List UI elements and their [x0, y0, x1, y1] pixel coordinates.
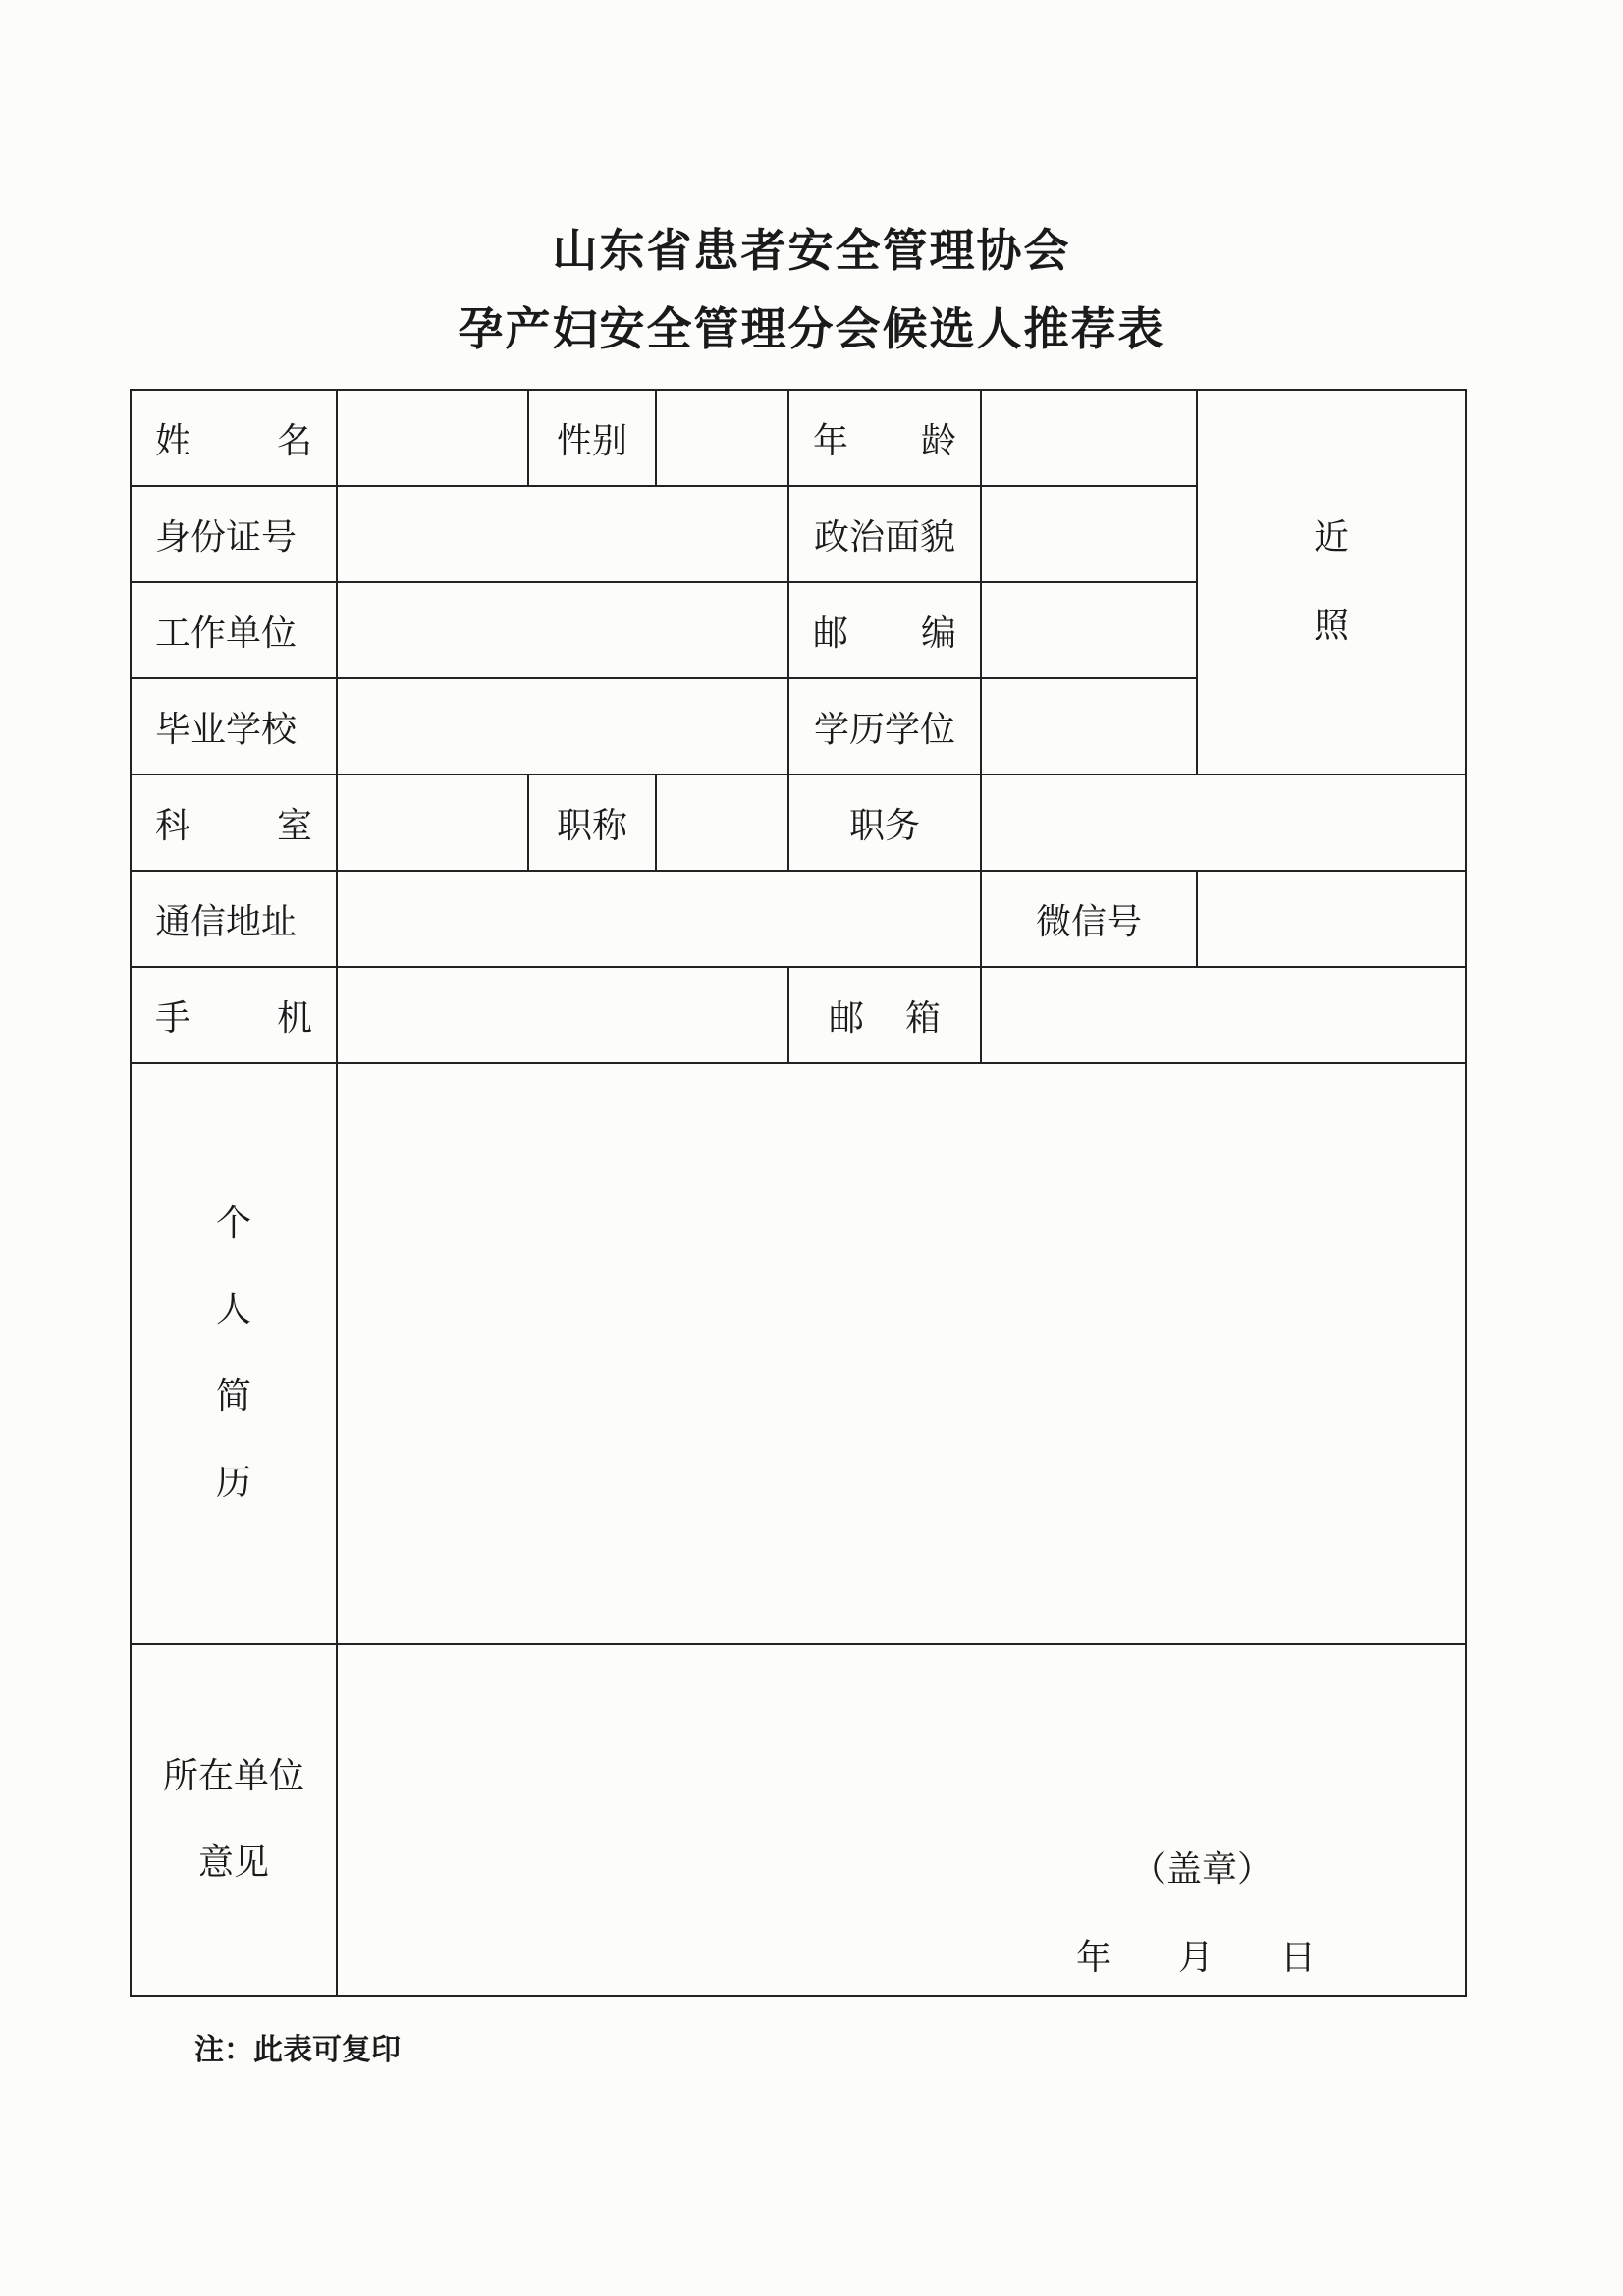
- age-field[interactable]: [981, 390, 1197, 486]
- wechat-label: 微信号: [981, 871, 1197, 967]
- department-field[interactable]: [337, 774, 528, 871]
- date-line: [1076, 1930, 1316, 1980]
- id-number-label: 身份证号: [131, 486, 337, 582]
- photo-label-2: 照: [1313, 606, 1349, 646]
- unit-opinion-label: 所在单位 意见: [131, 1644, 337, 1996]
- political-status-field[interactable]: [981, 486, 1197, 582]
- resume-field[interactable]: [337, 1063, 1466, 1644]
- title-block: [0, 211, 1623, 368]
- postcode-label: 邮 编: [788, 582, 981, 678]
- email-field[interactable]: [981, 967, 1466, 1063]
- recommendation-form-table: [130, 389, 1467, 1997]
- photo-box[interactable]: [1197, 390, 1466, 774]
- work-unit-label: 工作单位: [131, 582, 337, 678]
- date-day: 日: [1280, 1938, 1317, 1978]
- gender-label: 性别: [528, 390, 656, 486]
- position-field[interactable]: [981, 774, 1466, 871]
- education-degree-label: 学历学位: [788, 678, 981, 774]
- graduate-school-label: 毕业学校: [131, 678, 337, 774]
- photo-label-1: 近: [1313, 517, 1349, 558]
- email-label: 邮 箱: [788, 967, 981, 1063]
- department-label: 科 室: [131, 774, 337, 871]
- education-degree-field[interactable]: [981, 678, 1197, 774]
- footnote: 注：此表可复印: [194, 2033, 401, 2067]
- professional-title-field[interactable]: [656, 774, 788, 871]
- title-line-2: 孕产妇安全管理分会候选人推荐表: [458, 302, 1165, 355]
- seal-text: （盖章）: [1131, 1849, 1273, 1890]
- position-label: 职务: [788, 774, 981, 871]
- professional-title-label: 职称: [528, 774, 656, 871]
- postcode-field[interactable]: [981, 582, 1197, 678]
- work-unit-field[interactable]: [337, 582, 788, 678]
- political-status-label: 政治面貌: [788, 486, 981, 582]
- address-field[interactable]: [337, 871, 981, 967]
- graduate-school-field[interactable]: [337, 678, 788, 774]
- date-month: 月: [1178, 1938, 1215, 1978]
- mobile-field[interactable]: [337, 967, 788, 1063]
- wechat-field[interactable]: [1197, 871, 1466, 967]
- address-label: 通信地址: [131, 871, 337, 967]
- age-label: 年 龄: [788, 390, 981, 486]
- mobile-label: 手 机: [131, 967, 337, 1063]
- id-number-field[interactable]: [337, 486, 788, 582]
- gender-field[interactable]: [656, 390, 788, 486]
- date-year: 年: [1076, 1938, 1112, 1978]
- name-field[interactable]: [337, 390, 528, 486]
- resume-label: 个 人 简 历: [131, 1063, 337, 1644]
- unit-opinion-field[interactable]: [337, 1644, 1466, 1996]
- title-line-1: 山东省患者安全管理协会: [552, 224, 1071, 277]
- name-label: 姓 名: [131, 390, 337, 486]
